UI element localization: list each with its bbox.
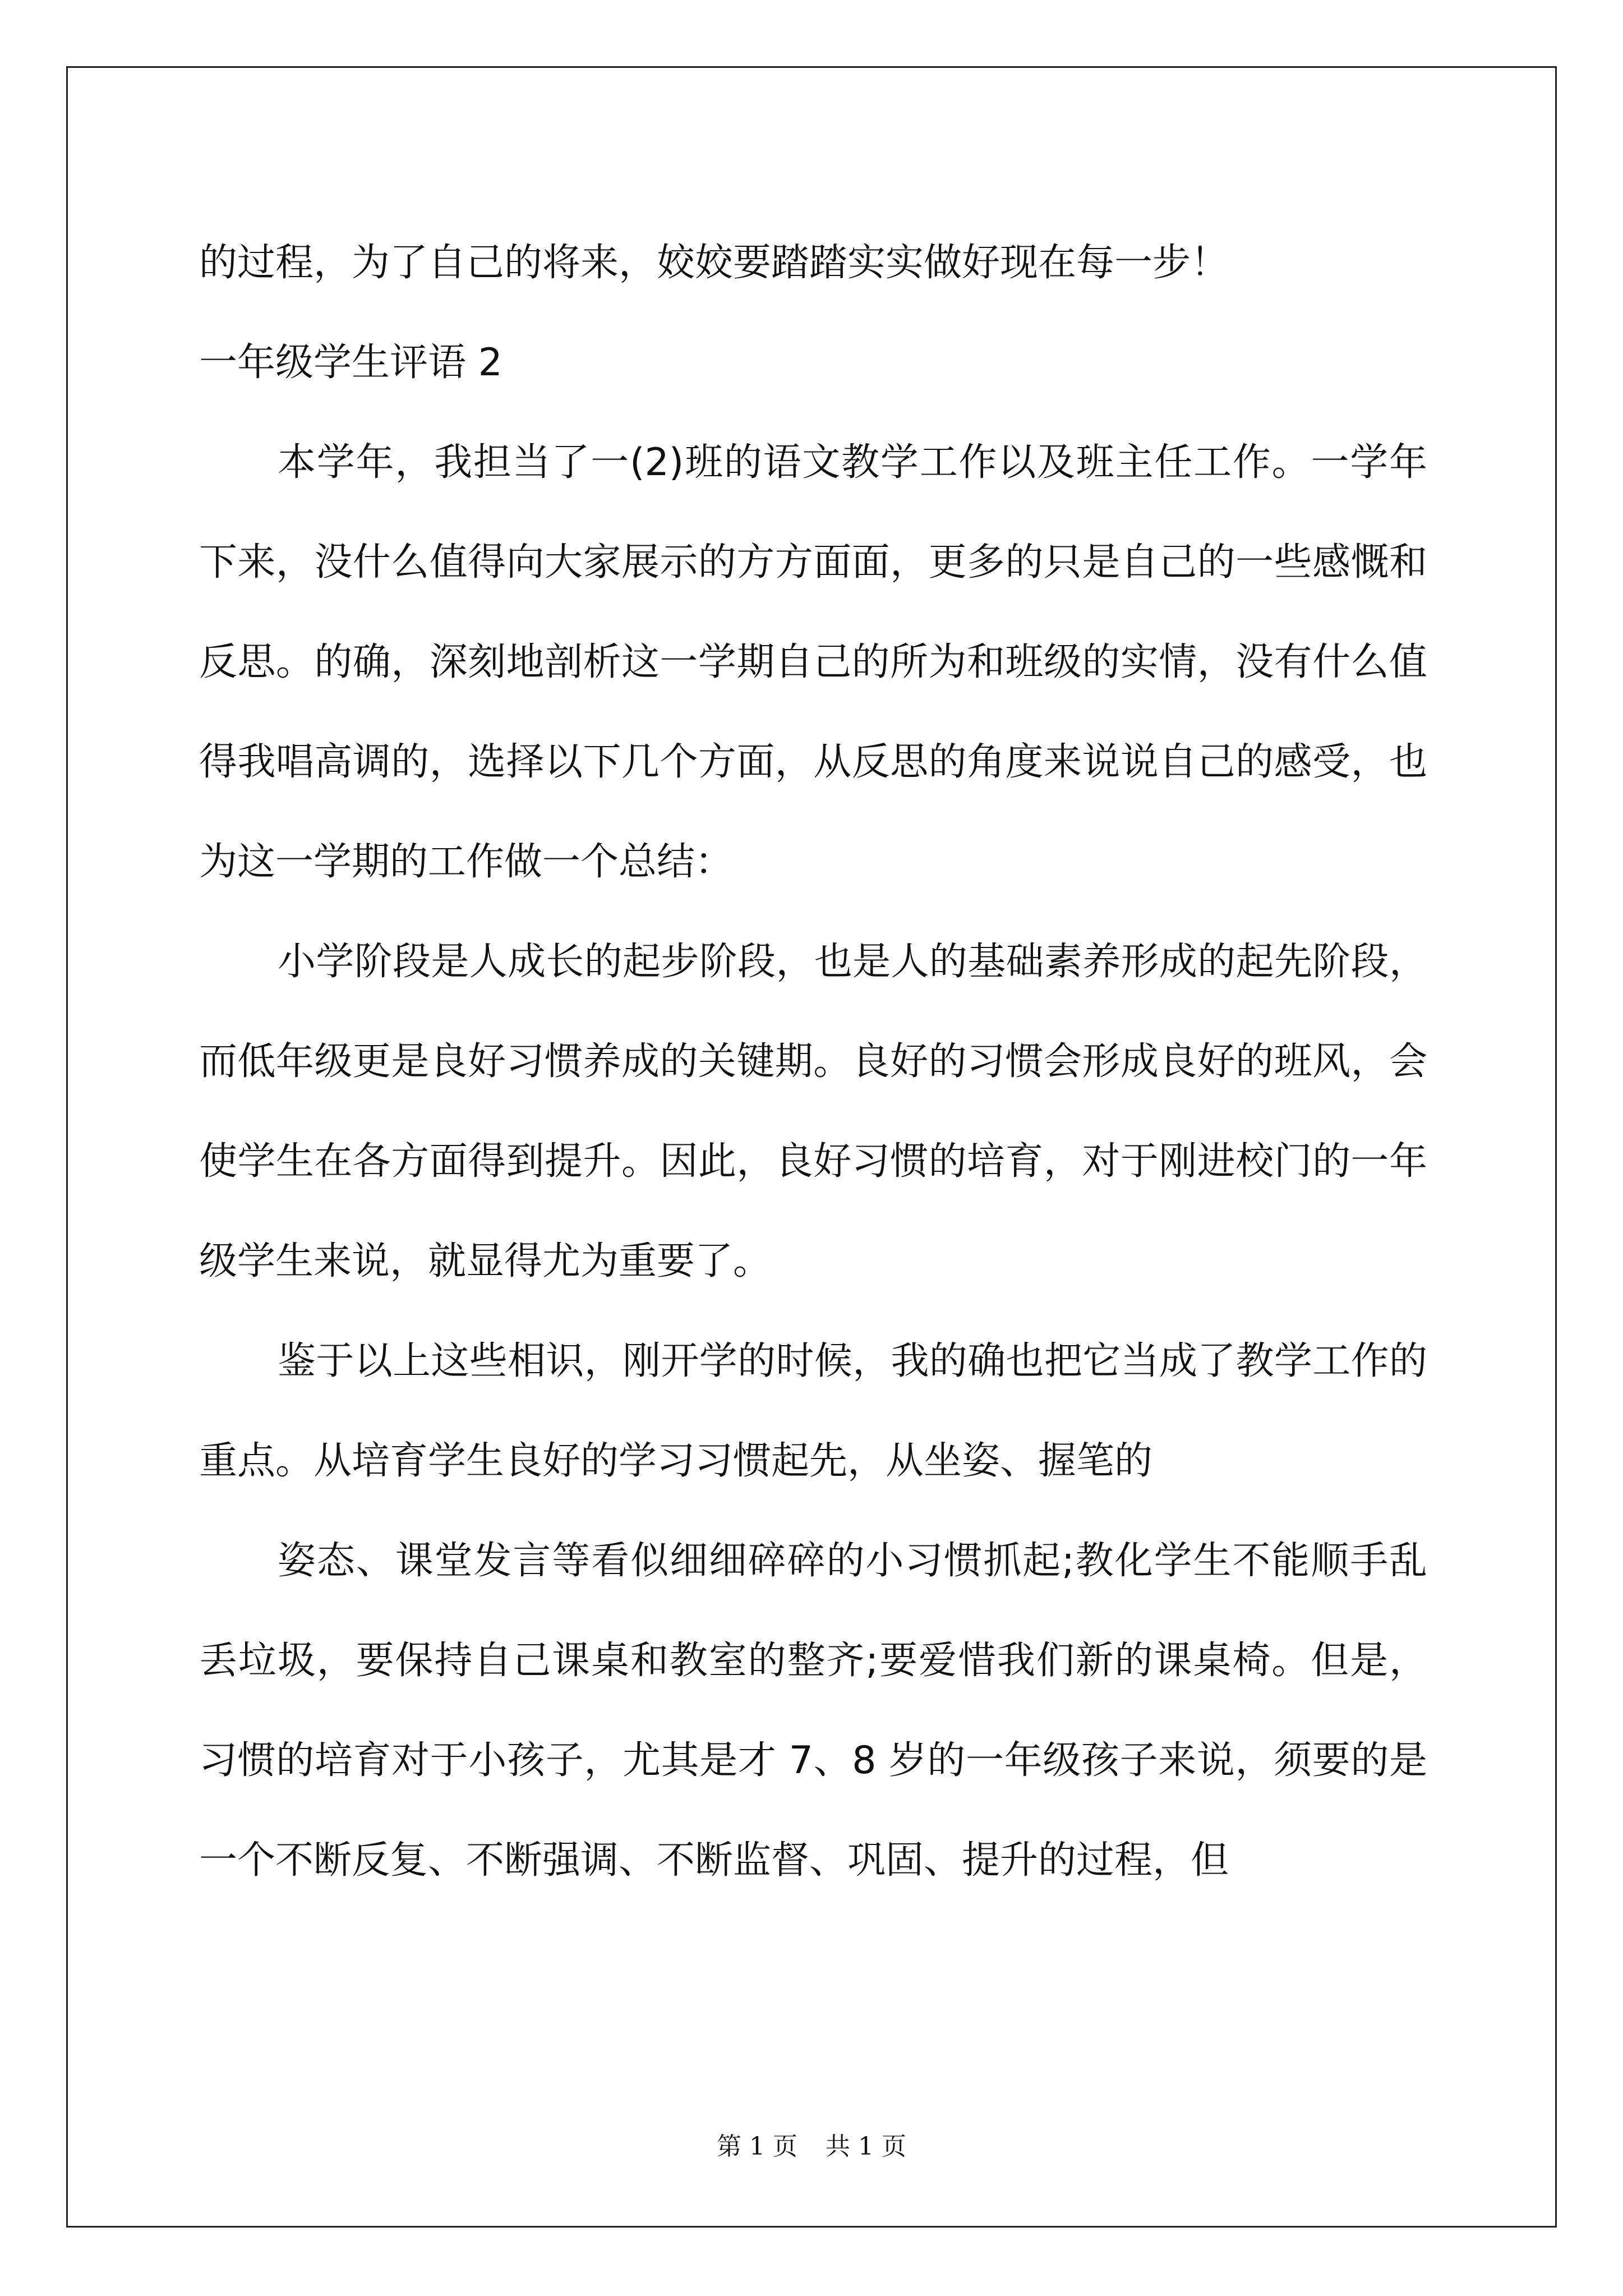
page-footer xyxy=(0,2126,1623,2162)
paragraph: 本学年，我担当了一(2)班的语文教学工作以及班主任工作。一学年下来，没什么值得向大家展示的方方面面，更多的只是自己的一些感慨和反思。的确，深刻地剖析这一学期自己的所为和班级的实情，没有什么值得我唱高调的，选择以下几个方面，从反思的角度来说说自己的感受，也为这一学期的工作做一个总结： xyxy=(199,440,1427,884)
paragraph: 的过程，为了自己的将来，姣姣要踏踏实实做好现在每一步！ xyxy=(199,241,1229,285)
paragraph: 鉴于以上这些相识，刚开学的时候，我的确也把它当成了教学工作的重点。从培育学生良好的学习习惯起先，从坐姿、握笔的 xyxy=(199,1339,1427,1483)
page-number: 第 1 页 xyxy=(717,2132,797,2161)
paragraph: 姿态、课堂发言等看似细细碎碎的小习惯抓起;教化学生不能顺手乱丢垃圾，要保持自己课桌和教室的整齐;要爱惜我们新的课桌椅。但是，习惯的培育对于小孩子，尤其是才 7、8 岁的一年级孩子来说，须要的是一个不断反复、不断强调、不断监督、巩固、提升的过程，但 xyxy=(199,1539,1427,1883)
document-body xyxy=(199,213,1427,1911)
paragraph: 小学阶段是人成长的起步阶段，也是人的基础素养形成的起先阶段，而低年级更是良好习惯养成的关键期。良好的习惯会形成良好的班风，会使学生在各方面得到提升。因此，良好习惯的培育，对于刚进校门的一年级学生来说，就显得尤为重要了。 xyxy=(199,940,1427,1283)
page-total: 共 1 页 xyxy=(826,2132,906,2161)
section-heading: 一年级学生评语 2 xyxy=(199,341,502,385)
